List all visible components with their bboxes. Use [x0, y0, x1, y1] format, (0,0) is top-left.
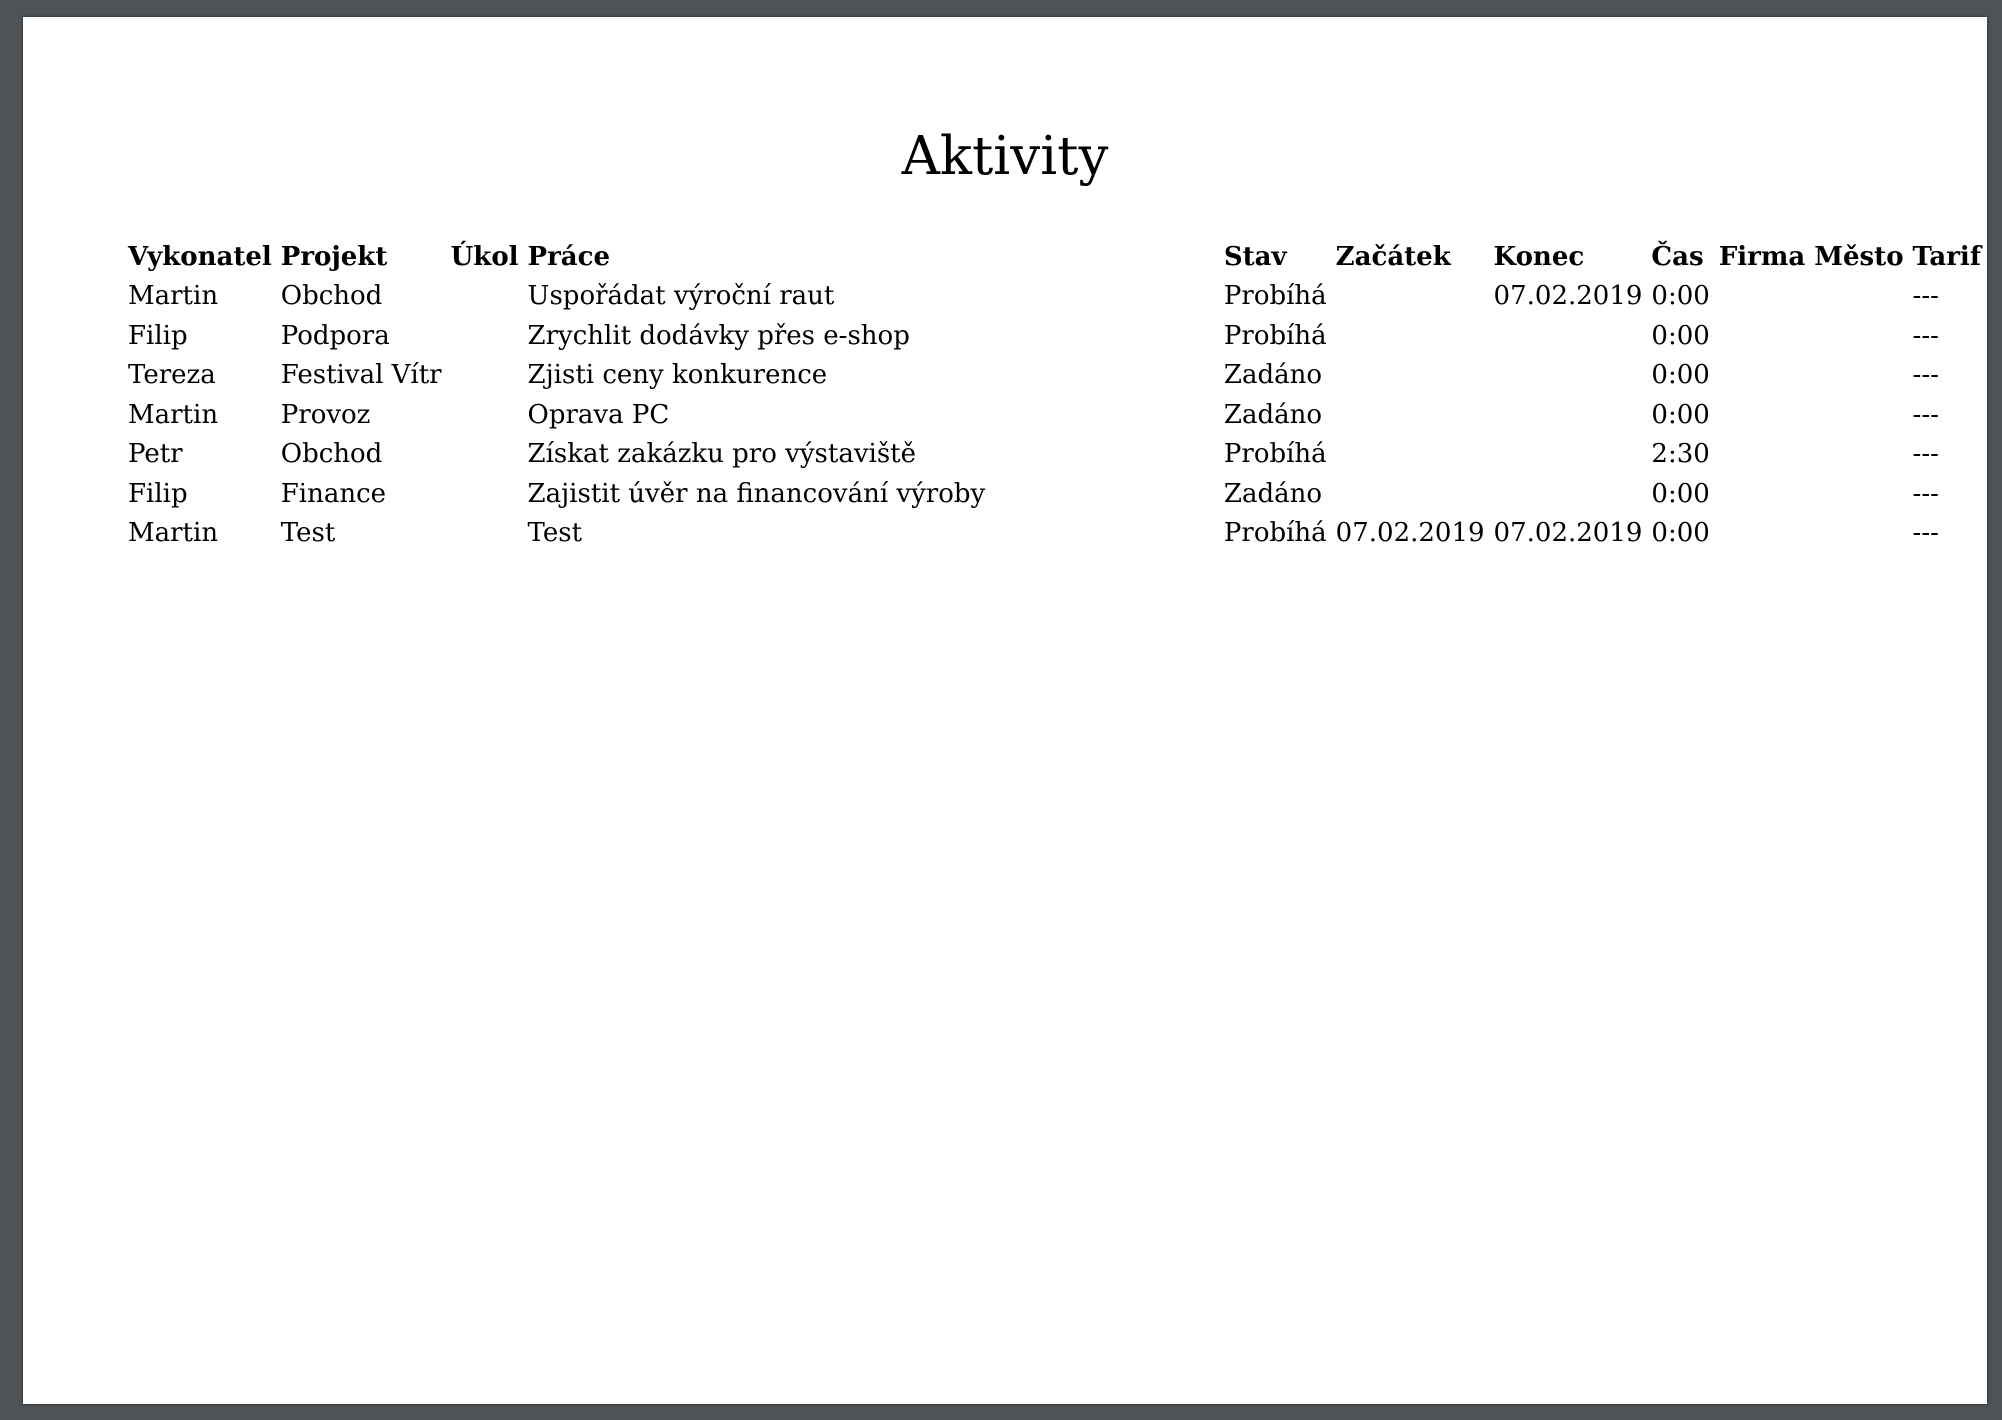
- cell-konec: [1491, 316, 1649, 356]
- cell-stav: Probíhá: [1223, 439, 1327, 470]
- cell-zacatek: [1333, 395, 1491, 435]
- column-header-konec: Konec: [1493, 241, 1585, 272]
- cell-stav: Zadáno: [1223, 478, 1322, 509]
- cell-konec: [1491, 435, 1649, 475]
- cell-firma: [1716, 435, 1811, 475]
- table-row: [125, 435, 1987, 475]
- cell-mesto: [1811, 395, 1909, 435]
- table-row: [125, 514, 1987, 554]
- cell-zacatek: [1333, 356, 1491, 396]
- cell-firma: [1716, 395, 1811, 435]
- cell-firma: [1716, 277, 1811, 317]
- cell-konec: 07.02.2019: [1493, 518, 1643, 549]
- cell-ukol: [448, 316, 525, 356]
- table-row: [125, 277, 1987, 317]
- cell-vykonatel: Martin: [128, 399, 219, 430]
- cell-mesto: [1811, 474, 1909, 514]
- page-title: Aktivity: [901, 126, 1109, 187]
- cell-cas: 2:30: [1651, 439, 1710, 470]
- cell-projekt: Provoz: [280, 399, 371, 430]
- cell-ukol: [448, 356, 525, 396]
- cell-firma: [1716, 356, 1811, 396]
- cell-prace: Zjisti ceny konkurence: [527, 360, 828, 391]
- cell-zacatek: 07.02.2019: [1335, 518, 1485, 549]
- cell-cas: 0:00: [1651, 478, 1710, 509]
- cell-tarif: ---: [1912, 360, 1939, 391]
- cell-konec: [1491, 395, 1649, 435]
- cell-konec: [1491, 474, 1649, 514]
- cell-tarif: ---: [1912, 320, 1939, 351]
- cell-mesto: [1811, 277, 1909, 317]
- cell-vykonatel: Filip: [128, 478, 188, 509]
- cell-konec: 07.02.2019: [1493, 281, 1643, 312]
- cell-mesto: [1811, 435, 1909, 475]
- activities-table: [125, 237, 1987, 553]
- cell-vykonatel: Martin: [128, 281, 219, 312]
- cell-tarif: ---: [1912, 518, 1939, 549]
- column-header-firma: Firma: [1718, 241, 1806, 272]
- cell-vykonatel: Tereza: [128, 360, 216, 391]
- table-row: [125, 316, 1987, 356]
- cell-cas: 0:00: [1651, 518, 1710, 549]
- table-header-row: [125, 237, 1987, 277]
- cell-ukol: [448, 514, 525, 554]
- cell-prace: Získat zakázku pro výstaviště: [527, 439, 916, 470]
- column-header-cas: Čas: [1651, 241, 1704, 272]
- cell-stav: Probíhá: [1223, 518, 1327, 549]
- cell-cas: 0:00: [1651, 399, 1710, 430]
- cell-tarif: ---: [1912, 439, 1939, 470]
- cell-firma: [1716, 514, 1811, 554]
- column-header-tarif: Tarif: [1912, 241, 1981, 272]
- table-body: [125, 277, 1987, 554]
- table-row: [125, 395, 1987, 435]
- cell-tarif: ---: [1912, 478, 1939, 509]
- column-header-zacatek: Začátek: [1335, 241, 1451, 272]
- cell-prace: Test: [527, 518, 583, 549]
- cell-vykonatel: Filip: [128, 320, 188, 351]
- cell-stav: Zadáno: [1223, 360, 1322, 391]
- cell-cas: 0:00: [1651, 360, 1710, 391]
- cell-prace: Zajistit úvěr na financování výroby: [527, 478, 986, 509]
- table-row: [125, 356, 1987, 396]
- cell-stav: Zadáno: [1223, 399, 1322, 430]
- cell-ukol: [448, 474, 525, 514]
- cell-projekt: Obchod: [280, 439, 383, 470]
- column-header-mesto: Město: [1814, 241, 1904, 272]
- cell-stav: Probíhá: [1223, 320, 1327, 351]
- cell-zacatek: [1333, 277, 1491, 317]
- table-row: [125, 474, 1987, 514]
- cell-ukol: [448, 435, 525, 475]
- cell-prace: Uspořádat výroční raut: [527, 281, 835, 312]
- cell-tarif: ---: [1912, 399, 1939, 430]
- cell-mesto: [1811, 356, 1909, 396]
- cell-vykonatel: Martin: [128, 518, 219, 549]
- column-header-projekt: Projekt: [280, 241, 388, 272]
- cell-prace: Zrychlit dodávky přes e-shop: [527, 320, 910, 351]
- cell-ukol: [448, 395, 525, 435]
- cell-zacatek: [1333, 316, 1491, 356]
- cell-projekt: Test: [280, 518, 336, 549]
- cell-cas: 0:00: [1651, 320, 1710, 351]
- cell-cas: 0:00: [1651, 281, 1710, 312]
- column-header-vykonatel: Vykonatel: [128, 241, 272, 272]
- cell-zacatek: [1333, 435, 1491, 475]
- column-header-ukol: Úkol: [450, 241, 519, 272]
- cell-projekt: Finance: [280, 478, 387, 509]
- cell-mesto: [1811, 514, 1909, 554]
- cell-vykonatel: Petr: [128, 439, 183, 470]
- cell-zacatek: [1333, 474, 1491, 514]
- cell-konec: [1491, 356, 1649, 396]
- cell-firma: [1716, 474, 1811, 514]
- cell-projekt: Festival Vítr: [280, 360, 442, 391]
- cell-prace: Oprava PC: [527, 399, 670, 430]
- cell-firma: [1716, 316, 1811, 356]
- cell-projekt: Podpora: [280, 320, 390, 351]
- cell-projekt: Obchod: [280, 281, 383, 312]
- cell-tarif: ---: [1912, 281, 1939, 312]
- cell-stav: Probíhá: [1223, 281, 1327, 312]
- report-page: [23, 17, 1987, 1404]
- column-header-stav: Stav: [1223, 241, 1287, 272]
- cell-mesto: [1811, 316, 1909, 356]
- column-header-prace: Práce: [527, 241, 611, 272]
- cell-ukol: [448, 277, 525, 317]
